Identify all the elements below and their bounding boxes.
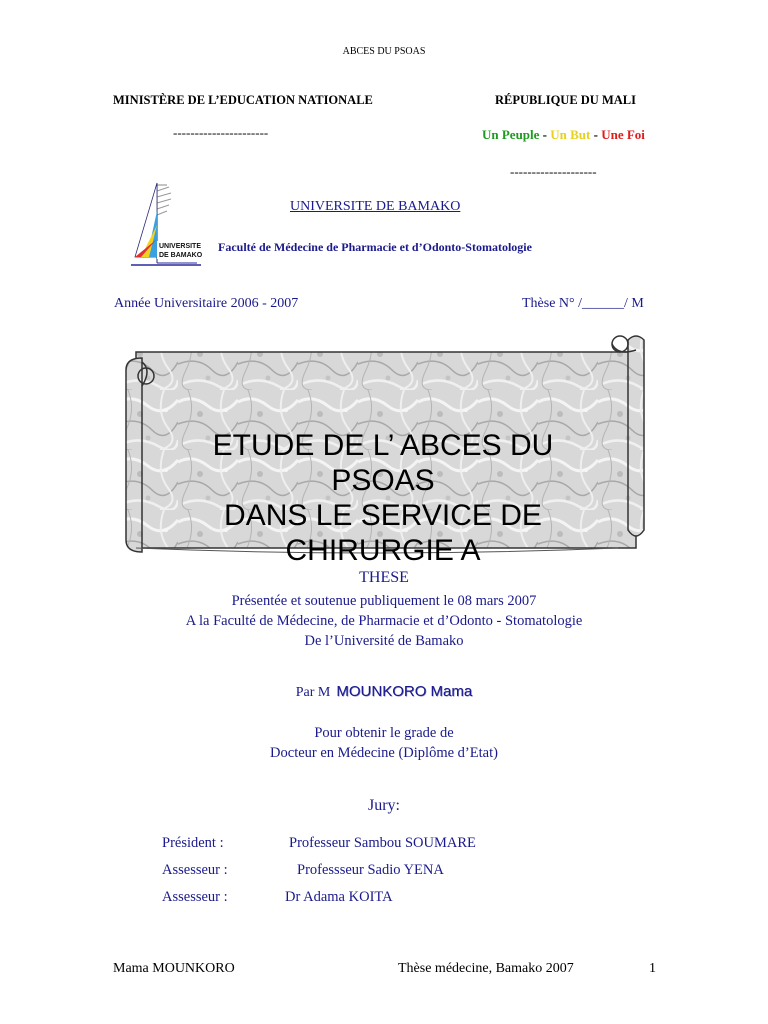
thesis-label: THESE — [359, 569, 409, 586]
national-motto — [482, 127, 645, 143]
degree-details — [0, 723, 768, 763]
republic-heading: RÉPUBLIQUE DU MALI — [495, 93, 636, 107]
jury-name: Dr Adama KOITA — [285, 889, 393, 905]
jury-name: Professseur Sadio YENA — [297, 862, 444, 878]
faculty-name: Faculté de Médecine de Pharmacie et d’Odonto-Stomatologie — [218, 240, 532, 254]
university-logo-graphic — [127, 181, 203, 269]
thesis-title-line1: ETUDE DE L’ ABCES DU PSOAS — [212, 429, 554, 497]
presentation-details — [0, 591, 768, 651]
motto-separator: - — [590, 127, 602, 142]
jury-role: Assesseur : — [162, 889, 228, 905]
motto-part-foi: Une Foi — [601, 127, 645, 142]
author-name: MOUNKORO Mama — [336, 683, 473, 700]
page-number: 1 — [649, 961, 656, 976]
presentation-line1: Présentée et soutenue publiquement le 08 mars 2007 — [231, 593, 537, 609]
logo-text-line2: DE BAMAKO — [159, 252, 203, 259]
academic-year: Année Universitaire 2006 - 2007 — [114, 296, 299, 311]
motto-separator: - — [539, 127, 551, 142]
logo-text-line1: UNIVERSITE — [159, 243, 202, 250]
thesis-title — [158, 428, 608, 568]
jury-role: Président : — [162, 835, 224, 851]
motto-part-but: Un But — [550, 127, 591, 142]
university-name: UNIVERSITE DE BAMAKO — [290, 199, 461, 214]
ministry-heading: MINISTÈRE DE L’EDUCATION NATIONALE — [113, 93, 373, 107]
footer-title: Thèse médecine, Bamako 2007 — [398, 961, 574, 976]
thesis-number: Thèse N° /______/ M — [522, 296, 644, 311]
university-logo — [127, 181, 203, 269]
degree-line1: Pour obtenir le grade de — [314, 725, 454, 741]
author-line — [0, 683, 768, 701]
presentation-line3: De l’Université de Bamako — [304, 633, 464, 649]
running-header: ABCES DU PSOAS — [342, 46, 426, 57]
separator-right: -------------------- — [510, 164, 597, 179]
jury-name: Professeur Sambou SOUMARE — [289, 835, 476, 851]
author-prefix: Par M — [295, 685, 331, 700]
jury-heading: Jury: — [368, 797, 400, 814]
separator-left: ---------------------- — [173, 125, 269, 140]
presentation-line2: A la Faculté de Médecine, de Pharmacie et d’Odonto - Stomatologie — [185, 613, 583, 629]
thesis-title-line2: DANS LE SERVICE DE — [224, 499, 542, 532]
motto-part-peuple: Un Peuple — [482, 127, 540, 142]
degree-line2: Docteur en Médecine (Diplôme d’Etat) — [270, 745, 498, 761]
jury-role: Assesseur : — [162, 862, 228, 878]
thesis-title-line3: CHIRURGIE A — [285, 534, 481, 567]
footer-author: Mama MOUNKORO — [113, 961, 235, 976]
